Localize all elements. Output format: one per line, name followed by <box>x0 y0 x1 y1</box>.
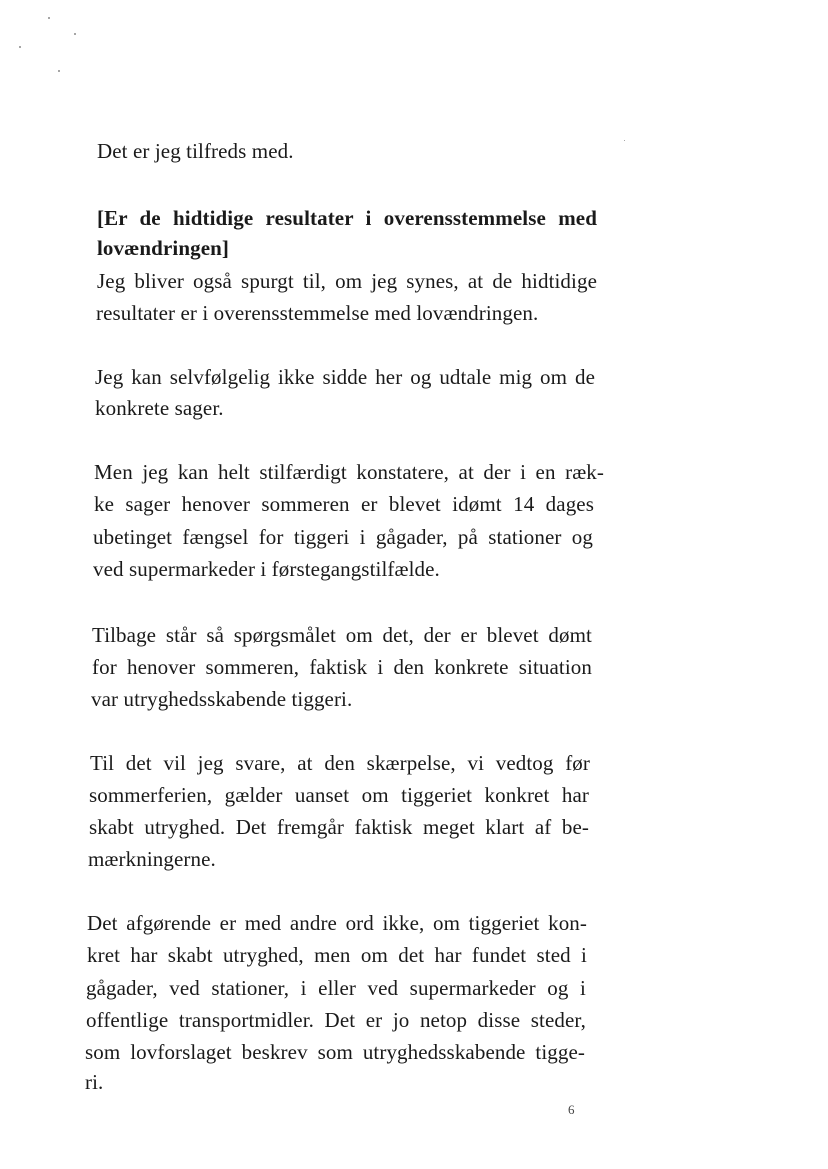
scan-speck <box>48 17 50 19</box>
paragraph-line: ubetinget fængsel for tiggeri i gågader, på stationer og <box>93 525 593 549</box>
paragraph-line: var utryghedsskabende tiggeri. <box>91 687 353 711</box>
paragraph-line: skabt utryghed. Det fremgår faktisk meget klart af be- <box>89 815 589 839</box>
scan-speck <box>58 70 60 72</box>
paragraph-line: for henover sommeren, faktisk i den konkrete situation <box>92 655 592 679</box>
page-number: 6 <box>568 1102 575 1117</box>
paragraph-line: konkrete sager. <box>95 396 224 420</box>
paragraph-line: Det er jeg tilfreds med. <box>97 139 294 163</box>
scan-speck <box>624 140 625 141</box>
paragraph-line: Det afgørende er med andre ord ikke, om tiggeriet kon- <box>87 911 587 935</box>
scan-speck <box>74 33 76 35</box>
paragraph-line: Jeg bliver også spurgt til, om jeg synes, at de hidtidige <box>97 269 597 293</box>
paragraph-line: Jeg kan selvfølgelig ikke sidde her og udtale mig om de <box>95 365 595 389</box>
paragraph-line: Tilbage står så spørgsmålet om det, der er blevet dømt <box>92 623 592 647</box>
paragraph-line: sommerferien, gælder uanset om tiggeriet konkret har <box>89 783 589 807</box>
paragraph-line: resultater er i overensstemmelse med lovændringen. <box>96 301 539 325</box>
paragraph-line: kret har skabt utryghed, men om det har fundet sted i <box>87 943 587 967</box>
section-heading-line: [Er de hidtidige resultater i overensstemmelse med <box>97 206 597 230</box>
scan-speck <box>19 46 21 48</box>
paragraph-line: ved supermarkeder i førstegangstilfælde. <box>93 557 440 581</box>
section-heading-line: lovændringen] <box>97 236 229 260</box>
paragraph-line: ke sager henover sommeren er blevet idømt 14 dages <box>94 492 594 516</box>
paragraph-line: Men jeg kan helt stilfærdigt konstatere, at der i en ræk- <box>94 460 604 484</box>
paragraph-line: Til det vil jeg svare, at den skærpelse, vi vedtog før <box>90 751 590 775</box>
paragraph-line: ri. <box>85 1070 104 1094</box>
paragraph-line: gågader, ved stationer, i eller ved supermarkeder og i <box>86 976 586 1000</box>
paragraph-line: offentlige transportmidler. Det er jo netop disse steder, <box>86 1008 586 1032</box>
paragraph-line: mærkningerne. <box>88 847 216 871</box>
paragraph-line: som lovforslaget beskrev som utryghedsskabende tigge- <box>85 1040 585 1064</box>
